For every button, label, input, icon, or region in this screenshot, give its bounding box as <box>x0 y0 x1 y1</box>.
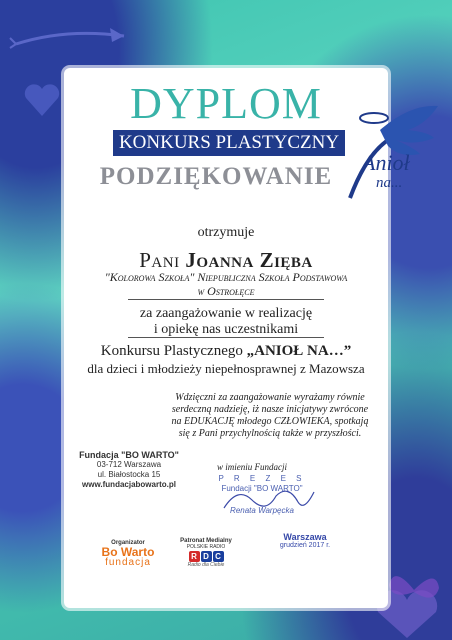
contest-name: „ANIOŁ NA…” <box>246 343 352 359</box>
foundation-address <box>74 450 184 490</box>
receives-label: otrzymuje <box>197 225 255 240</box>
reason-line-1: za zaangażowanie w realizację <box>139 306 313 321</box>
logo-word: Anioł <box>362 150 410 175</box>
stamp-person: Renata Warpęcka <box>230 506 294 515</box>
organizer-logo <box>96 540 160 568</box>
thanks-line-2: serdeczną nadzieję, iż nasze inicjatywy zwrócone <box>171 404 369 415</box>
organizer-logo-main: Bo Warto <box>101 545 155 559</box>
arrow-icon <box>6 18 136 58</box>
contest-banner: KONKURS PLASTYCZNY <box>113 130 345 156</box>
thanks-paragraph <box>170 392 370 440</box>
patron-label: Patronat Medialny <box>180 538 232 544</box>
contest-audience: dla dzieci i młodzieży niepełnosprawnej z Mazowsza <box>87 361 365 376</box>
organizer-logo-sub: fundacja <box>105 557 151 568</box>
foundation-city: 03-712 Warszawa <box>96 460 162 469</box>
butterfly-icon <box>384 560 444 620</box>
organizer-label: Organizator <box>111 540 145 546</box>
reason-text <box>64 306 388 338</box>
recipient-fullname: Joanna Zięba <box>185 248 313 272</box>
rdc-letter: D <box>201 551 212 562</box>
patron-radio: POLSKIE RADIO <box>186 544 226 550</box>
logo-subword: na... <box>376 175 403 191</box>
president-stamp <box>212 474 312 516</box>
name-prefix: Pani <box>139 248 180 272</box>
city: Warszawa <box>283 532 327 542</box>
foundation-name: Fundacja "BO WARTO" <box>79 450 179 460</box>
reason-line-2: i opiekę nas uczestnikami <box>153 322 299 337</box>
foundation-street: ul. Białostocka 15 <box>97 470 161 479</box>
rdc-letter: R <box>189 551 200 562</box>
rdc-letter: C <box>213 551 224 562</box>
rdc-logo <box>176 551 236 562</box>
school-name <box>64 270 388 298</box>
stamp-title: P R E Z E S <box>218 474 306 483</box>
thanks-line-3: na EDUKACJĘ młodego CZŁOWIEKA, spotkają <box>171 416 369 427</box>
diploma-title: DYPLOM <box>130 79 322 128</box>
thanks-line-1: Wdzięczni za zaangażowanie wyrażamy równie <box>175 392 365 403</box>
place-date <box>270 532 340 549</box>
divider <box>128 337 324 338</box>
divider <box>128 299 324 300</box>
contest-line <box>64 343 388 360</box>
date: grudzień 2017 r. <box>279 542 331 549</box>
contest-prefix: Konkursu Plastycznego <box>100 343 243 359</box>
foundation-website: www.fundacjabowarto.pl <box>82 480 176 489</box>
stamp-foundation: Fundacji "BO WARTO" <box>221 484 303 493</box>
school-line-1: "Kolorowa Szkoła" Niepubliczna Szkoła Podstawowa <box>104 270 348 284</box>
on-behalf-label: w imieniu Fundacji <box>217 462 287 472</box>
school-line-2: w Ostrołęce <box>197 284 255 298</box>
acknowledgement-heading: PODZIĘKOWANIE <box>99 163 333 190</box>
patron-logo <box>176 538 236 568</box>
thanks-line-4: się z Pani przychylnością także w przyszłości. <box>178 428 362 439</box>
patron-slogan: Radio dla Ciebie <box>187 562 225 568</box>
